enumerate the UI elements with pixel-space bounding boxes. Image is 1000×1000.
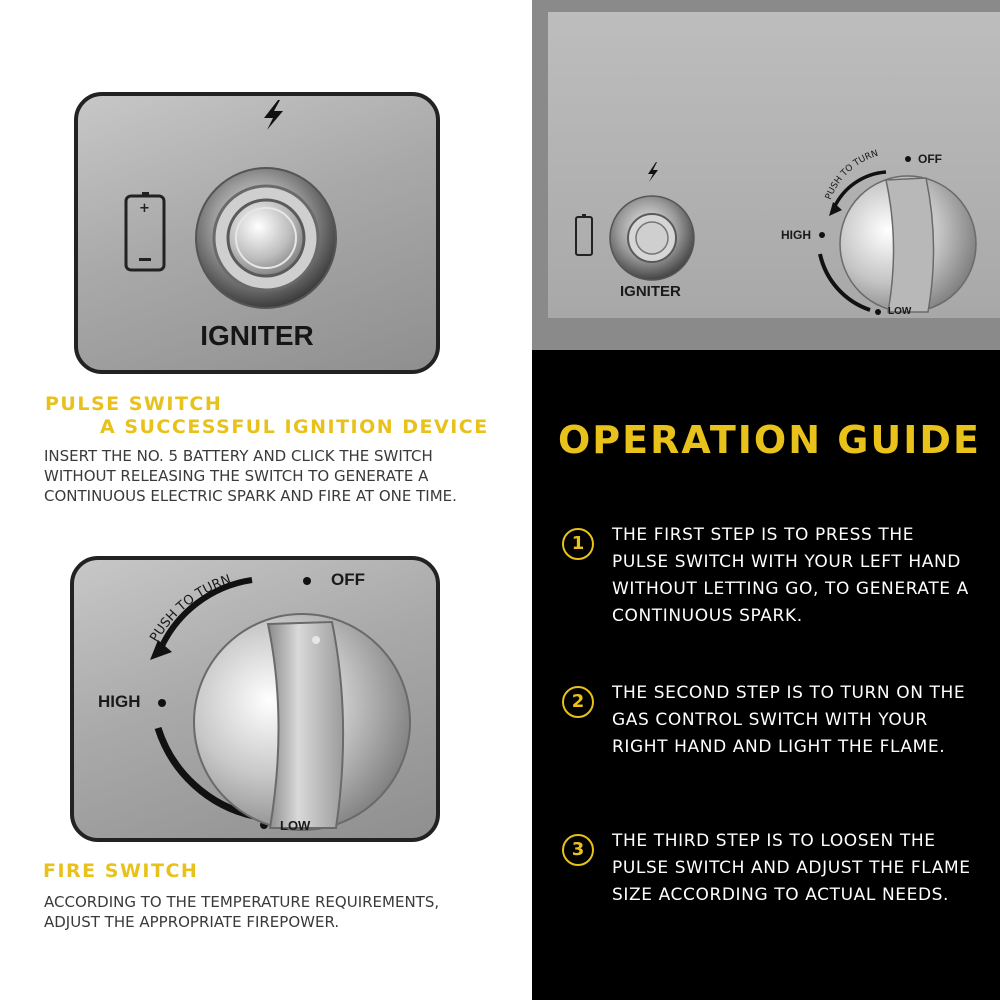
igniter-button[interactable] bbox=[610, 196, 694, 280]
description-line: ADJUST THE APPROPRIATE FIREPOWER. bbox=[44, 913, 340, 931]
step-line: THE THIRD STEP IS TO LOOSEN THE bbox=[612, 831, 936, 851]
low-label: LOW bbox=[888, 306, 912, 317]
igniter-label: IGNITER bbox=[200, 320, 314, 351]
pulse-switch-description bbox=[44, 446, 457, 506]
igniter-label: IGNITER bbox=[620, 283, 681, 300]
step-line: PULSE SWITCH WITH YOUR LEFT HAND bbox=[612, 552, 961, 572]
step-line: THE SECOND STEP IS TO TURN ON THE bbox=[612, 683, 966, 703]
description-line: CONTINUOUS ELECTRIC SPARK AND FIRE AT ONE TIME. bbox=[44, 487, 457, 505]
fire-switch-description bbox=[44, 892, 439, 932]
step-number-badge: 3 bbox=[562, 834, 594, 866]
step-line: THE FIRST STEP IS TO PRESS THE bbox=[612, 525, 915, 545]
step-line: WITHOUT LETTING GO, TO GENERATE A bbox=[612, 579, 969, 599]
low-indicator-dot bbox=[875, 309, 881, 315]
push-to-turn-label bbox=[147, 572, 233, 645]
battery-icon bbox=[576, 214, 592, 255]
fire-control-knob[interactable] bbox=[840, 176, 976, 312]
lightning-icon bbox=[264, 100, 283, 130]
step-text bbox=[612, 828, 971, 909]
push-to-turn-text: PUSH TO TURN bbox=[824, 148, 880, 202]
step-line: GAS CONTROL SWITCH WITH YOUR bbox=[612, 710, 928, 730]
high-indicator-dot bbox=[158, 699, 166, 707]
step-line: SIZE ACCORDING TO ACTUAL NEEDS. bbox=[612, 885, 950, 905]
low-label: LOW bbox=[280, 818, 311, 833]
step-text bbox=[612, 680, 965, 761]
high-indicator-dot bbox=[819, 232, 825, 238]
pulse-switch-subtitle: A SUCCESSFUL IGNITION DEVICE bbox=[100, 416, 489, 438]
right-column bbox=[532, 0, 1000, 1000]
lightning-icon bbox=[648, 162, 658, 182]
description-line: ACCORDING TO THE TEMPERATURE REQUIREMENTS, bbox=[44, 893, 440, 911]
high-label: HIGH bbox=[781, 228, 811, 242]
step-number-badge: 1 bbox=[562, 528, 594, 560]
igniter-button[interactable] bbox=[196, 168, 336, 308]
svg-text:+: + bbox=[139, 201, 150, 216]
off-label: OFF bbox=[918, 152, 942, 166]
description-line: INSERT THE NO. 5 BATTERY AND CLICK THE SWITCH bbox=[44, 447, 433, 465]
step-line: CONTINUOUS SPARK. bbox=[612, 606, 803, 626]
igniter-panel bbox=[74, 92, 440, 374]
off-indicator-dot bbox=[303, 577, 311, 585]
fire-control-knob[interactable] bbox=[194, 614, 410, 830]
step-number-badge: 2 bbox=[562, 686, 594, 718]
step-line: RIGHT HAND AND LIGHT THE FLAME. bbox=[612, 737, 946, 757]
description-line: WITHOUT RELEASING THE SWITCH TO GENERATE A bbox=[44, 467, 429, 485]
high-label: HIGH bbox=[98, 692, 141, 711]
pulse-switch-title: PULSE SWITCH bbox=[45, 393, 223, 415]
off-label: OFF bbox=[331, 570, 365, 589]
push-to-turn-text: PUSH TO TURN bbox=[147, 572, 233, 645]
operation-guide-title: OPERATION GUIDE bbox=[558, 418, 981, 462]
fire-switch-panel bbox=[70, 556, 440, 842]
step-line: PULSE SWITCH AND ADJUST THE FLAME bbox=[612, 858, 971, 878]
off-indicator-dot bbox=[905, 156, 911, 162]
fire-switch-title: FIRE SWITCH bbox=[43, 860, 199, 882]
step-text bbox=[612, 522, 969, 630]
battery-icon bbox=[126, 192, 164, 270]
product-photo bbox=[548, 12, 1000, 318]
